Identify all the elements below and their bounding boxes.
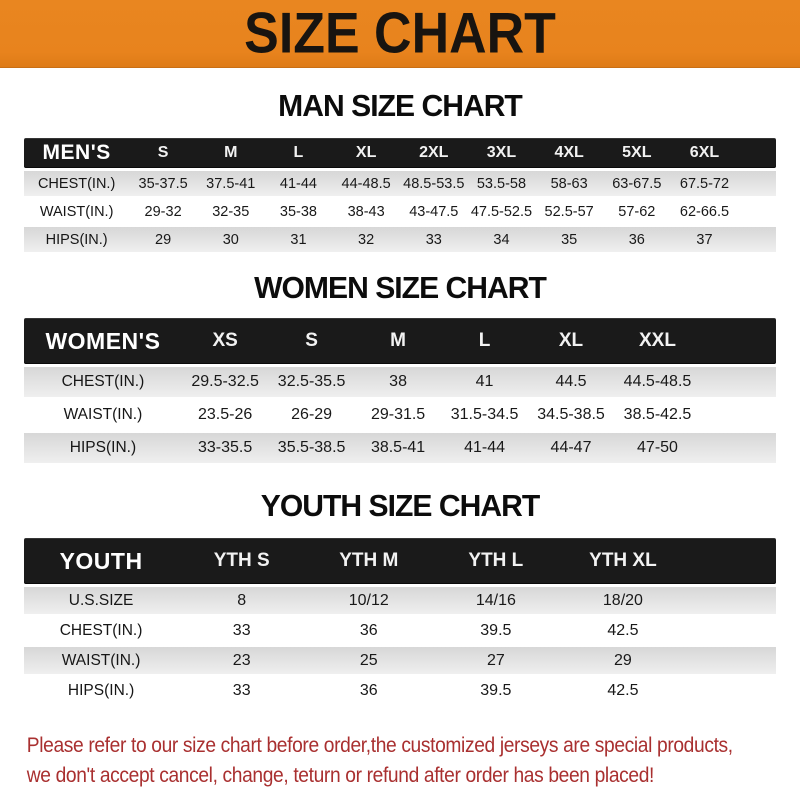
table-cell: 29 (614, 651, 632, 669)
table-cell: 27 (486, 651, 505, 669)
table-cell: 29 (155, 231, 172, 248)
column-header: S (157, 144, 169, 161)
table-cell: 41 (475, 373, 494, 390)
table-name-label: WOMEN'S (45, 327, 161, 354)
table-cell: 32 (358, 231, 375, 248)
column-header: 5XL (622, 144, 652, 161)
table-cell: 44-47 (550, 439, 592, 456)
table-cell: 36 (359, 621, 378, 639)
table-cell: 38.5-42.5 (623, 406, 692, 423)
column-header: YTH XL (589, 550, 657, 571)
table-cell: 38 (389, 373, 407, 390)
column-header: YTH M (339, 550, 399, 571)
table-cell: 57-62 (618, 203, 656, 220)
table-cell: 29-31.5 (370, 406, 426, 423)
youth-size-table (24, 538, 776, 704)
table-header-bar (24, 138, 776, 168)
table-cell: 67.5-72 (679, 175, 730, 192)
table-row (24, 199, 776, 224)
table-cell: 18/20 (602, 591, 643, 609)
table-row (24, 677, 776, 704)
column-header: 2XL (419, 144, 449, 161)
row-label: CHEST(IN.) (61, 373, 145, 390)
row-label: WAIST(IN.) (63, 406, 143, 423)
table-cell: 14/16 (475, 591, 516, 609)
column-header: XL (558, 330, 584, 351)
table-row (24, 617, 776, 644)
table-cell: 23.5-26 (198, 406, 253, 423)
row-label: CHEST(IN.) (59, 621, 143, 639)
table-cell: 42.5 (607, 621, 639, 639)
table-cell: 36 (628, 231, 645, 248)
table-cell: 44-48.5 (341, 175, 391, 192)
column-header: YTH S (213, 550, 270, 571)
women-size-section (0, 272, 800, 463)
table-cell: 48.5-53.5 (403, 175, 465, 192)
column-header: 3XL (486, 144, 517, 161)
table-row (24, 367, 776, 397)
table-row (24, 587, 776, 614)
men-size-table (24, 138, 776, 252)
order-notice (0, 730, 748, 790)
table-cell: 38.5-41 (370, 439, 426, 456)
column-header: 4XL (554, 144, 584, 161)
table-cell: 32-35 (212, 203, 250, 220)
table-cell: 23 (232, 651, 251, 669)
column-header: L (478, 330, 491, 351)
youth-size-heading: YOUTH SIZE CHART (260, 488, 540, 523)
table-cell: 53.5-58 (476, 175, 527, 192)
notice-line-1: Please refer to our size chart before order,the customized jerseys are special products, (26, 733, 733, 757)
table-cell: 47-50 (637, 439, 678, 456)
row-label: CHEST(IN.) (37, 175, 116, 192)
row-label: HIPS(IN.) (67, 681, 135, 699)
column-header: S (305, 330, 318, 351)
table-cell: 47.5-52.5 (470, 203, 533, 220)
table-cell: 43-47.5 (409, 203, 459, 220)
column-header: XL (355, 144, 377, 161)
table-cell: 33 (425, 231, 442, 248)
size-chart-title: SIZE CHART (244, 1, 556, 66)
table-cell: 37 (696, 231, 713, 248)
table-name-label: YOUTH (59, 547, 143, 574)
table-name-label: MEN'S (42, 141, 111, 164)
table-cell: 37.5-41 (206, 175, 256, 192)
table-cell: 30 (222, 231, 239, 248)
women-size-heading: WOMEN SIZE CHART (254, 270, 546, 305)
table-cell: 34 (493, 231, 510, 248)
table-cell: 58-63 (550, 175, 588, 192)
man-size-section (0, 90, 800, 252)
table-cell: 36 (359, 681, 378, 699)
table-cell: 33-35.5 (198, 439, 253, 456)
table-cell: 42.5 (607, 681, 639, 699)
table-cell: 8 (237, 591, 247, 609)
row-label: U.S.SIZE (68, 591, 134, 609)
size-chart-banner (0, 0, 800, 68)
column-header: L (293, 144, 304, 161)
row-label: HIPS(IN.) (45, 231, 108, 248)
table-cell: 35 (561, 231, 578, 248)
table-cell: 39.5 (480, 621, 512, 639)
table-cell: 41-44 (279, 175, 317, 192)
column-header: YTH L (468, 550, 524, 571)
table-cell: 39.5 (480, 681, 512, 699)
table-cell: 35-38 (279, 203, 317, 220)
column-header: XXL (639, 330, 676, 351)
table-cell: 34.5-38.5 (537, 406, 605, 423)
table-cell: 44.5-48.5 (623, 373, 692, 390)
table-cell: 41-44 (464, 439, 505, 456)
table-cell: 31.5-34.5 (450, 406, 519, 423)
man-size-heading: MAN SIZE CHART (278, 88, 522, 123)
table-cell: 10/12 (348, 591, 389, 609)
table-cell: 31 (290, 231, 307, 248)
table-cell: 33 (232, 681, 251, 699)
row-label: HIPS(IN.) (69, 439, 137, 456)
column-header: M (390, 330, 406, 351)
table-cell: 63-67.5 (612, 175, 662, 192)
column-header: 6XL (689, 144, 720, 161)
row-label: WAIST(IN.) (61, 651, 141, 669)
table-cell: 35.5-38.5 (277, 439, 346, 456)
table-cell: 29-32 (144, 203, 182, 220)
table-cell: 44.5 (555, 373, 587, 390)
table-cell: 25 (359, 651, 378, 669)
row-label: WAIST(IN.) (39, 203, 114, 220)
youth-size-section (0, 490, 800, 704)
table-header-bar (24, 538, 776, 584)
table-cell: 35-37.5 (138, 175, 188, 192)
table-row (24, 647, 776, 674)
table-cell: 33 (232, 621, 251, 639)
table-row (24, 400, 776, 430)
table-header-bar (24, 318, 776, 364)
notice-line-2: we don't accept cancel, change, teturn or refund after order has been placed! (26, 763, 655, 787)
table-cell: 32.5-35.5 (277, 373, 346, 390)
table-cell: 52.5-57 (544, 203, 594, 220)
table-row (24, 227, 776, 252)
table-row (24, 171, 776, 196)
table-cell: 62-66.5 (679, 203, 730, 220)
table-row (24, 433, 776, 463)
table-cell: 38-43 (347, 203, 385, 220)
table-cell: 29.5-32.5 (191, 373, 259, 390)
column-header: M (224, 144, 238, 161)
column-header: XS (212, 330, 238, 351)
women-size-table (24, 318, 776, 463)
table-cell: 26-29 (291, 406, 333, 423)
